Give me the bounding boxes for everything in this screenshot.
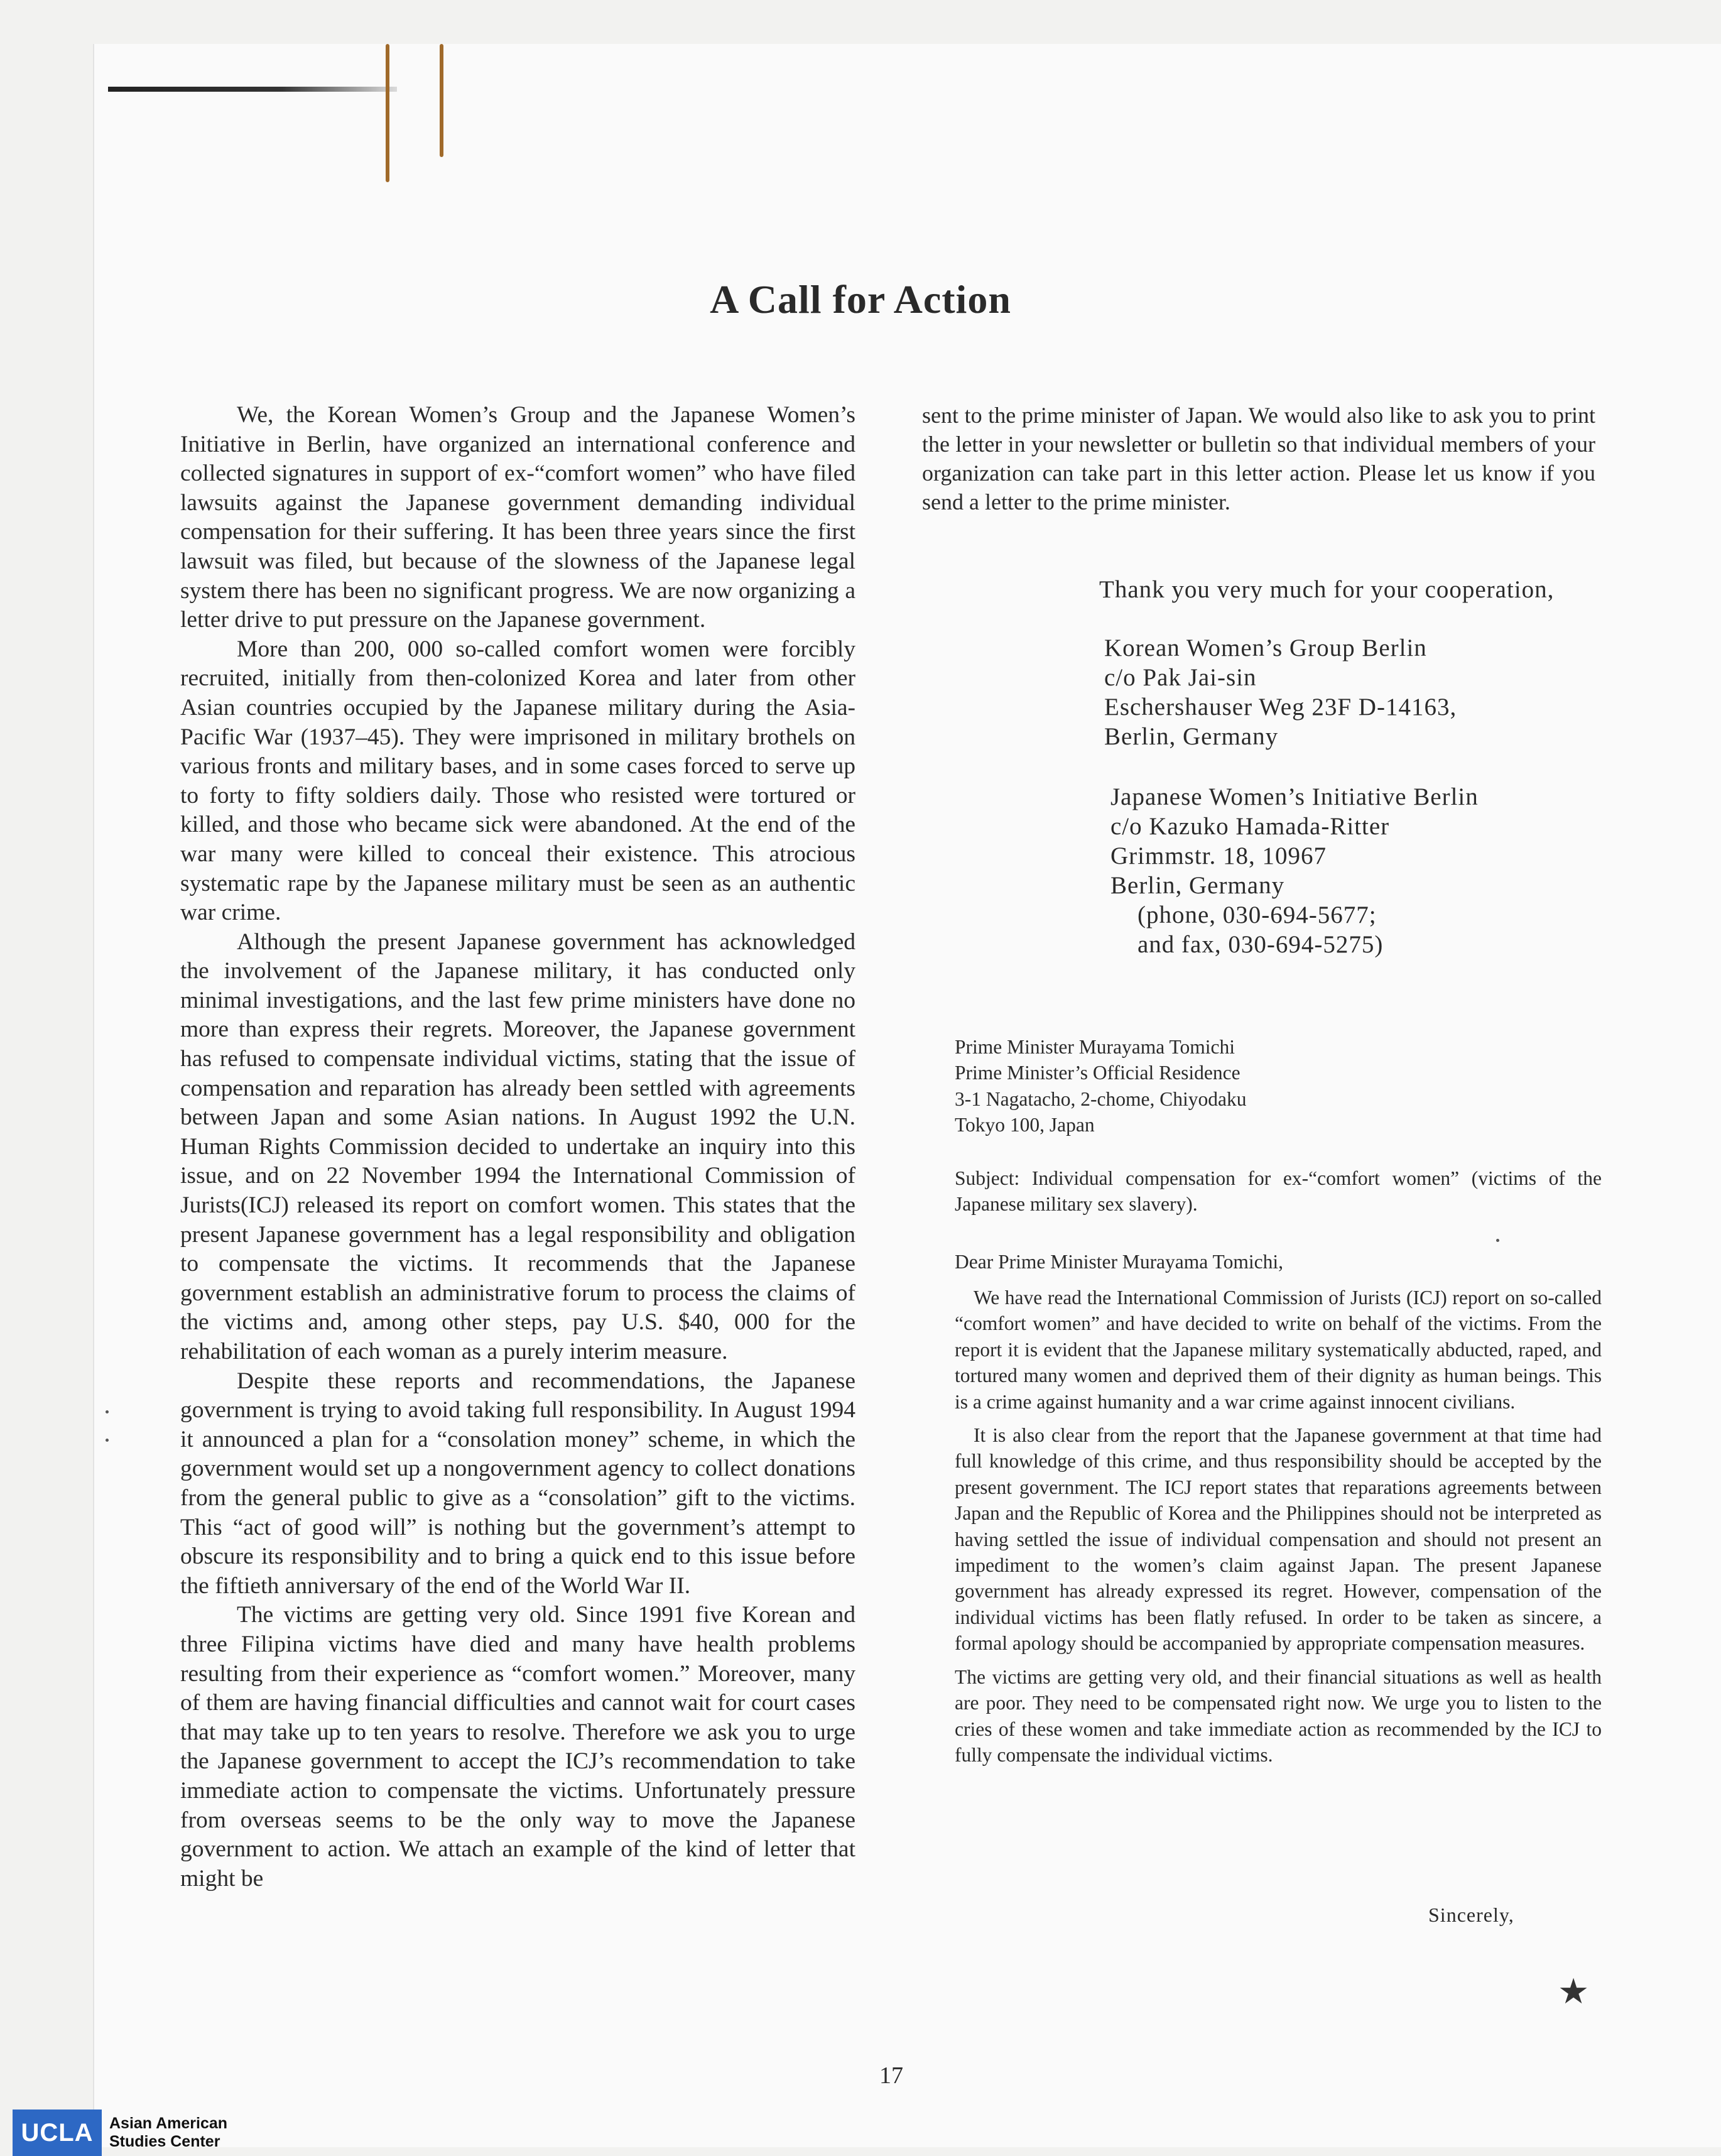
archive-badge xyxy=(13,2110,227,2156)
address-japanese-group xyxy=(1110,782,1479,959)
paragraph: The victims are getting very old, and their financial situations as well as health are poor. They need to be compensated right now. We urge you to listen to the cries of these women and take immediate action as recommended by the ICJ to fully compensate the individual victims. xyxy=(955,1665,1602,1766)
paragraph: We, the Korean Women’s Group and the Japanese Women’s Initiative in Berlin, have organized an international conference and collected signatures in support of ex-“comfort women” who have filed lawsuits against the Japanese government demanding individual compensation for their suffering. It has been three years since the first lawsuit was filed, but because of the slowness of the Japanese legal system there has been no significant progress. We are now organizing a letter drive to put pressure on the Japanese government. xyxy=(180,402,855,633)
address-line: Eschershauser Weg 23F D-14163, xyxy=(1104,694,1457,721)
right-column-intro xyxy=(922,401,1595,516)
paragraph: We have read the International Commission of Jurists (ICJ) report on so-called “comfort women” and have decided to write on behalf of the victims. From the report it is evident that the Japanese military systematically abducted, raped, and tortured many women and deprived them of their dignity as human beings. This is a crime against humanity and a war crime against innocent civilians. xyxy=(955,1287,1602,1413)
address-korean-group xyxy=(1104,633,1457,751)
address-line: Berlin, Germany xyxy=(1110,872,1285,899)
recipient-line: 3-1 Nagatacho, 2-chome, Chiyodaku xyxy=(955,1087,1247,1110)
speck-mark xyxy=(1496,1239,1499,1242)
paragraph: sent to the prime minister of Japan. We would also like to ask you to print the letter in your newsletter or bulletin so that individual members of your organization can take part in this letter action. Please let us know if you send a letter to the prime minister. xyxy=(922,403,1595,514)
left-column xyxy=(180,401,855,1893)
address-line: Japanese Women’s Initiative Berlin xyxy=(1110,783,1479,810)
badge-text xyxy=(109,2115,227,2151)
speck-mark xyxy=(106,1439,109,1442)
speck-mark xyxy=(106,1410,109,1413)
address-line: c/o Kazuko Hamada-Ritter xyxy=(1110,813,1390,840)
scan-mark xyxy=(108,87,397,92)
thanks-line: Thank you very much for your cooperation, xyxy=(1099,576,1555,603)
staple-mark xyxy=(386,44,389,182)
letter-recipient xyxy=(955,1034,1602,1138)
letter-salutation: Dear Prime Minister Murayama Tomichi, xyxy=(955,1251,1283,1273)
paragraph: The victims are getting very old. Since 1991 five Korean and three Filipina victims have died and many have health problems resulting from their experience as “comfort women.” Moreover, many of them are having financial difficulties and cannot wait for court cases that may take up to ten years to resolve. Therefore we ask you to urge the Japanese government to accept the ICJ’s recommendation to take immediate action to compensate the victims. Unfortunately pressure from overseas seems to be the only way to move the Japanese government to action. We attach an example of the kind of letter that might be xyxy=(180,1602,855,1892)
badge-line: Studies Center xyxy=(109,2133,220,2150)
address-line: Korean Women’s Group Berlin xyxy=(1104,634,1427,662)
letter-body xyxy=(955,1285,1602,1775)
recipient-line: Prime Minister Murayama Tomichi xyxy=(955,1036,1235,1058)
ucla-logo: UCLA xyxy=(13,2110,102,2156)
star-icon: ★ xyxy=(1558,1973,1590,2012)
paragraph: Despite these reports and recommendations, the Japanese government is trying to avoid taking full responsibility. In August 1994 it announced a plan for a “consolation money” scheme, in which the government would set up a nongovernment agency to collect donations from the general public to give as a “consolation” gift to the victims. This “act of good will” is nothing but the government’s attempt to obscure its responsibility and to bring a quick end to this issue before the fiftieth anniversary of the end of the World War II. xyxy=(180,1368,855,1599)
paragraph: More than 200, 000 so-called comfort women were forcibly recruited, initially from then-colonized Korea and later from other Asian countries occupied by the Japanese military during the Asia-Pacific War (1937–45). They were imprisoned in military brothels on various fronts and military bases, and in some cases forced to serve up to forty to fifty soldiers daily. Those who resisted were tortured or killed, and those who became sick were abandoned. At the end of the war many were killed to conceal their existence. This atrocious systematic rape by the Japanese military must be seen as an authentic war crime. xyxy=(180,636,855,926)
letter-subject: Subject: Individual compensation for ex-“comfort women” (victims of the Japanese military sex slavery). xyxy=(955,1167,1602,1216)
address-line: (phone, 030-694-5677; xyxy=(1137,901,1377,928)
address-line: and fax, 030-694-5275) xyxy=(1137,931,1384,958)
page-title: A Call for Action xyxy=(710,277,1011,322)
address-line: Berlin, Germany xyxy=(1104,723,1279,750)
recipient-line: Tokyo 100, Japan xyxy=(955,1114,1095,1136)
address-line: c/o Pak Jai-sin xyxy=(1104,664,1257,691)
recipient-line: Prime Minister’s Official Residence xyxy=(955,1062,1241,1084)
staple-mark xyxy=(440,44,443,157)
paragraph: Although the present Japanese government has acknowledged the involvement of the Japanese military, it has conducted only minimal investigations, and the last few prime ministers have done no more than express their regrets. Moreover, the Japanese government has refused to compensate individual victims, stating that the issue of compensation and reparation has already been settled with agreements between Japan and some Asian nations. In August 1992 the U.N. Human Rights Commission decided to undertake an inquiry into this issue, and on 22 November 1994 the International Commission of Jurists(ICJ) released its report on comfort women. This states that the present Japanese government has a legal responsibility and obligation to compensate the victims. It recommends that the Japanese government establish an administrative forum to process the claims of the victims and, among other steps, pay U.S. $40, 000 for the rehabilitation of each woman as a purely interim measure. xyxy=(180,928,855,1364)
badge-line: Asian American xyxy=(109,2115,228,2132)
paragraph: It is also clear from the report that the Japanese government at that time had full knowledge of this crime, and thus responsibility should be accepted by the present government. The ICJ report states that reparations agreements between Japan and the Republic of Korea and the Philippines should not be interpreted as having settled the issue of individual compensation and should not present an impediment to the women’s claim against Japan. The present Japanese government has already expressed its regret. However, compensation of the individual victims has been flatly refused. In order to be taken as sincere, a formal apology should be accompanied by appropriate compensation measures. xyxy=(955,1424,1602,1655)
letter-closing: Sincerely, xyxy=(1428,1903,1514,1926)
page-number: 17 xyxy=(879,2062,903,2089)
address-line: Grimmstr. 18, 10967 xyxy=(1110,842,1327,869)
